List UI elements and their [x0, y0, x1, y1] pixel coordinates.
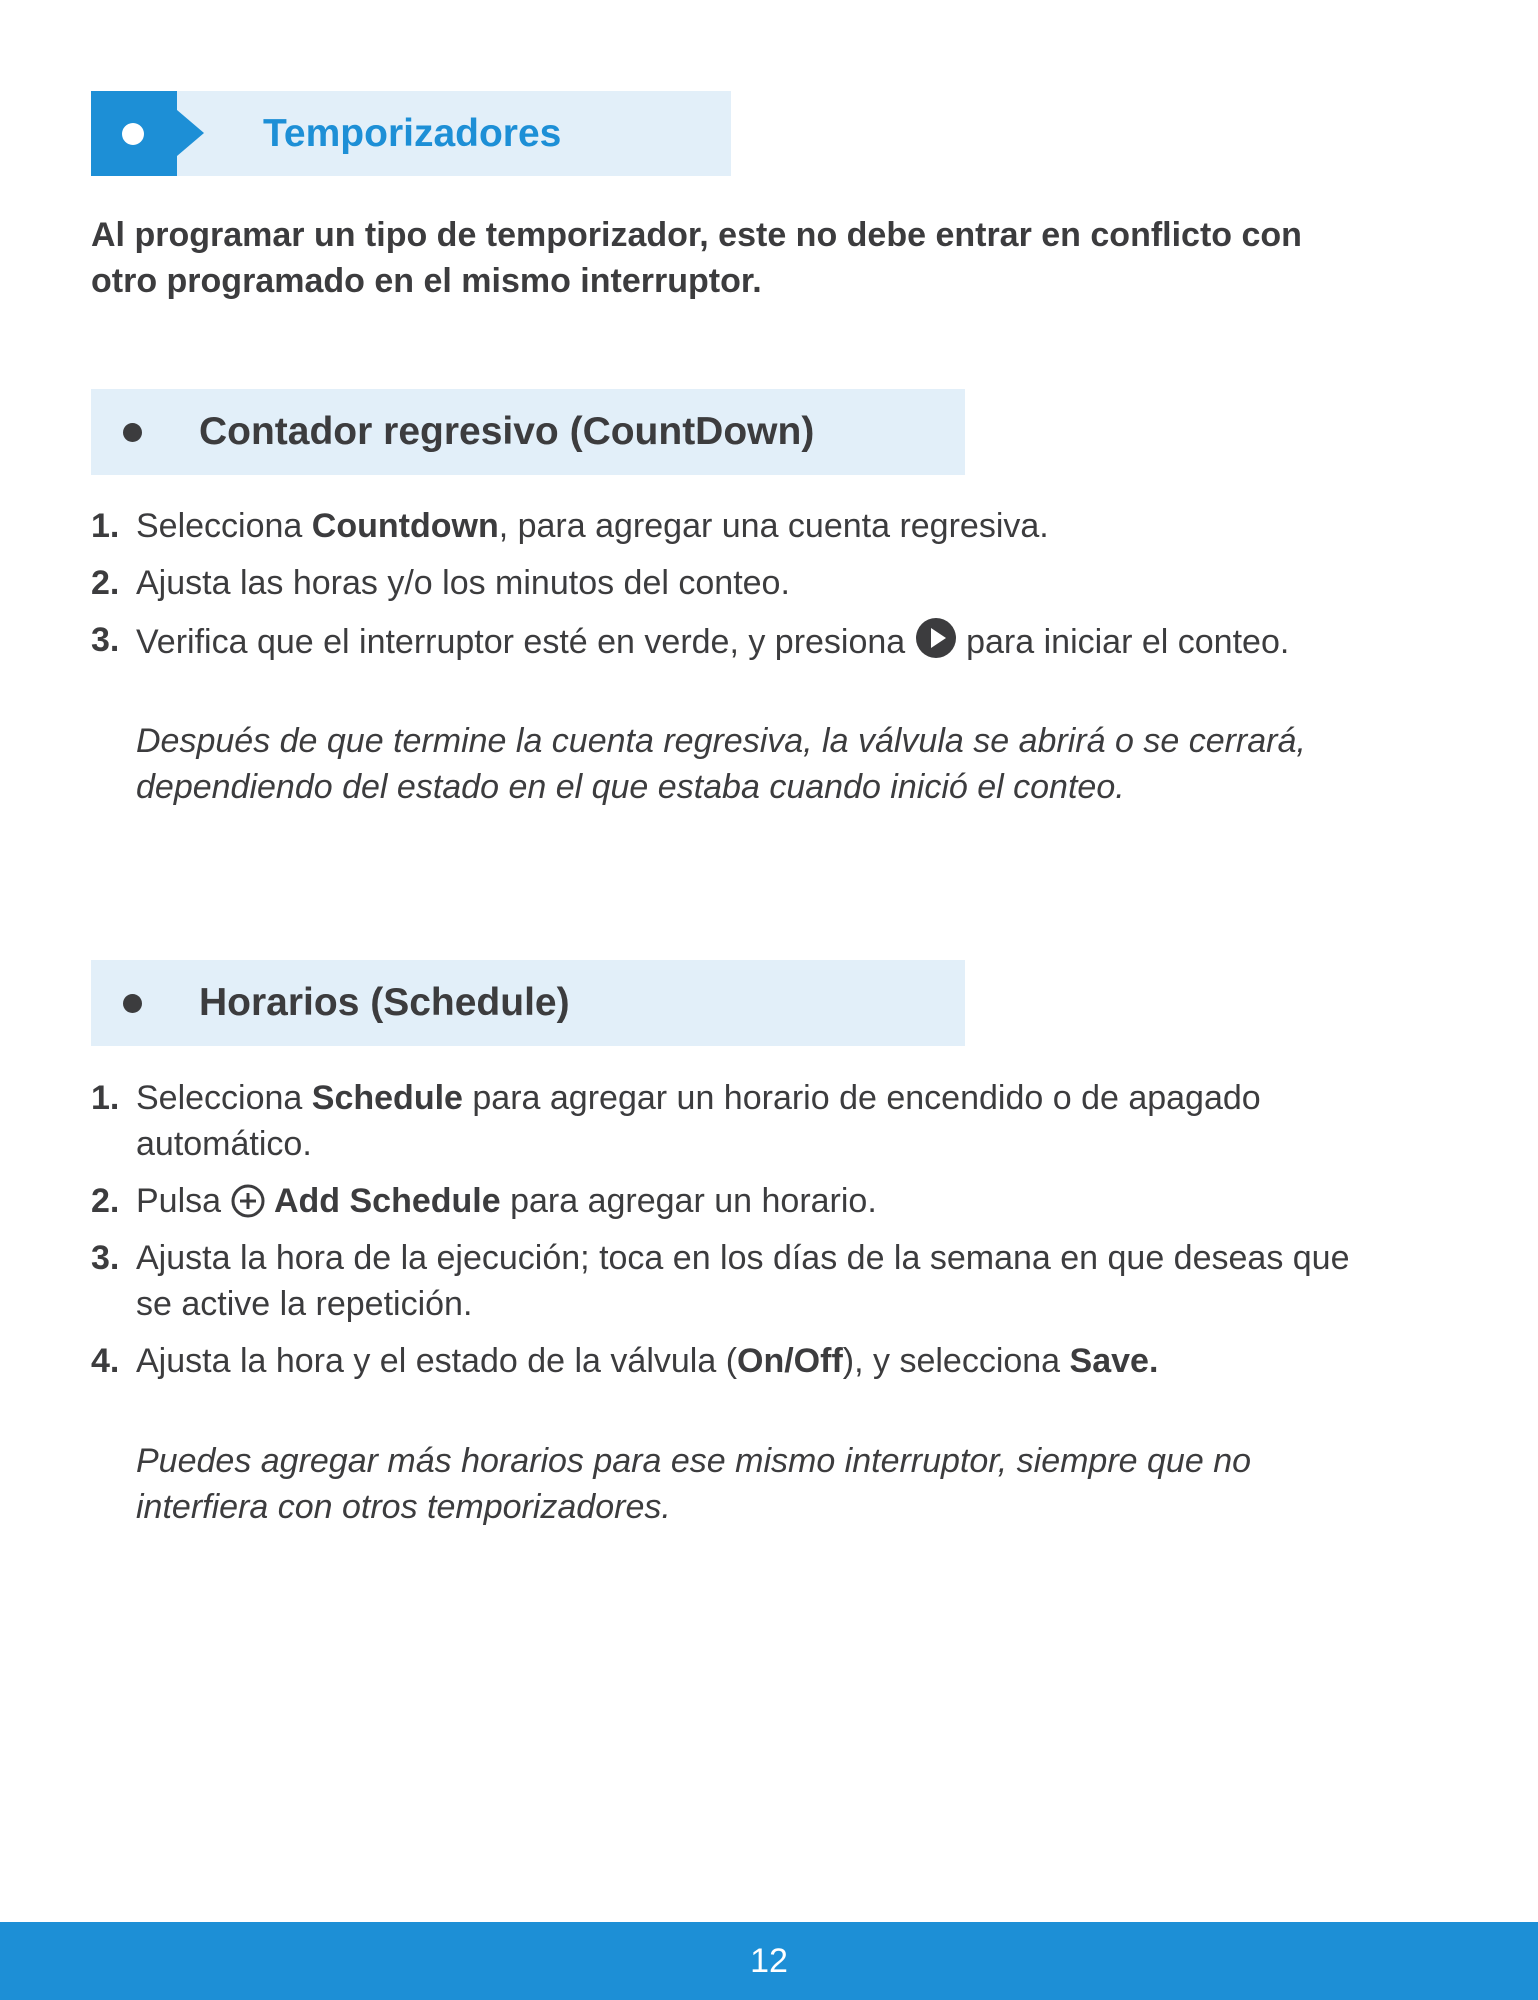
countdown-note	[136, 718, 1446, 810]
step-text: , para agregar una cuenta regresiva.	[498, 507, 1049, 545]
step-number: 4.	[91, 1342, 120, 1380]
countdown-steps-list	[91, 503, 1461, 676]
subsection-header-countdown	[91, 389, 965, 475]
on-off-keyword: On/Off	[737, 1342, 843, 1380]
subsection-title-countdown: Contador regresivo (CountDown)	[199, 410, 815, 453]
step-text: Selecciona	[136, 1079, 312, 1117]
schedule-steps-list	[91, 1075, 1461, 1395]
schedule-keyword: Schedule	[311, 1079, 463, 1117]
step-text: Ajusta la hora y el estado de la válvula (	[136, 1342, 738, 1380]
step-text: para agregar un horario de encendido o de apagado	[462, 1079, 1261, 1117]
step-number: 3.	[91, 1239, 120, 1277]
intro-line-2: otro programado en el mismo interruptor.	[91, 262, 762, 300]
step-number: 2.	[91, 1182, 120, 1220]
step-text: Selecciona	[136, 507, 312, 545]
step-text: para iniciar el conteo.	[956, 623, 1290, 661]
list-item	[91, 1178, 1461, 1224]
header-tag	[91, 91, 177, 176]
schedule-note	[136, 1438, 1446, 1530]
play-icon	[915, 617, 957, 659]
step-text: Ajusta las horas y/o los minutos del conteo.	[136, 564, 790, 602]
bullet-icon	[123, 423, 142, 442]
step-text: Ajusta la hora de la ejecución; toca en los días de la semana en que deseas que	[136, 1239, 1350, 1277]
step-number: 1.	[91, 507, 120, 545]
subsection-header-schedule	[91, 960, 965, 1046]
intro-paragraph	[91, 212, 1451, 304]
page-title: Temporizadores	[263, 112, 562, 155]
bullet-icon	[123, 994, 142, 1013]
add-schedule-keyword: Add Schedule	[273, 1182, 501, 1220]
step-text: Pulsa	[136, 1182, 231, 1220]
list-item	[91, 617, 1461, 665]
bullet-dot-icon	[122, 123, 144, 145]
step-number: 1.	[91, 1079, 120, 1117]
step-number: 2.	[91, 564, 120, 602]
countdown-keyword: Countdown	[311, 507, 499, 545]
note-line-1: Después de que termine la cuenta regresiva, la válvula se abrirá o se cerrará,	[136, 722, 1306, 760]
section-header-temporizadores	[91, 91, 731, 176]
step-text: Verifica que el interruptor esté en verde, y presiona	[136, 623, 915, 661]
step-text: para agregar un horario.	[500, 1182, 877, 1220]
page-number: 12	[750, 1942, 788, 1980]
step-text: se active la repetición.	[136, 1285, 473, 1323]
page-footer	[0, 1922, 1538, 2000]
note-line-2: dependiendo del estado en el que estaba cuando inició el conteo.	[136, 768, 1125, 806]
step-number: 3.	[91, 621, 120, 659]
save-keyword: Save.	[1069, 1342, 1159, 1380]
note-line-1: Puedes agregar más horarios para ese mismo interruptor, siempre que no	[136, 1442, 1252, 1480]
list-item	[91, 1338, 1461, 1384]
list-item	[91, 560, 1461, 606]
list-item	[91, 1235, 1461, 1327]
subsection-title-schedule: Horarios (Schedule)	[199, 981, 570, 1024]
note-line-2: interfiera con otros temporizadores.	[136, 1488, 671, 1526]
list-item	[91, 503, 1461, 549]
list-item	[91, 1075, 1461, 1167]
header-arrow-icon	[177, 110, 204, 156]
step-text: automático.	[136, 1125, 312, 1163]
intro-line-1: Al programar un tipo de temporizador, este no debe entrar en conflicto con	[91, 216, 1302, 254]
step-text: ), y selecciona	[842, 1342, 1070, 1380]
plus-circle-icon	[231, 1184, 265, 1218]
